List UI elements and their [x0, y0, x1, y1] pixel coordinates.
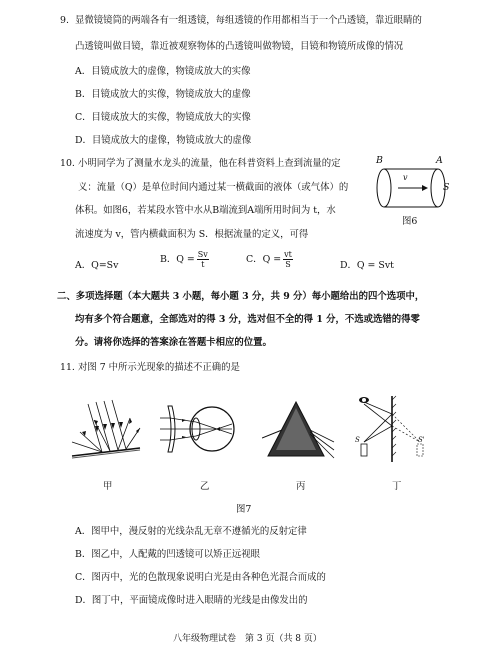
q10-option-c-prefix: C． — [246, 254, 263, 265]
fig7-prism-dispersion — [262, 398, 336, 460]
fig6-label-v: v — [403, 173, 408, 182]
q10-option-c-lhs: Q = — [262, 254, 282, 265]
q11-text: 对图 7 中所示光现象的描述不正确的是 — [78, 362, 240, 373]
fig7-label-s: S — [355, 436, 360, 444]
fig6-label-a: A — [436, 155, 443, 166]
section2-line2: 均有多个符合题意，全部选对的得 3 分，选对但不全的得 1 分，不选或选错的得零 — [75, 314, 420, 325]
q10-option-c-numerator: vt — [284, 250, 292, 259]
fig6-pipe-diagram — [372, 166, 452, 214]
q11-number: 11. — [60, 362, 75, 373]
fig7-eye-lens — [160, 398, 238, 460]
q10-option-b-lhs: Q = — [176, 254, 195, 265]
q10-text-line3: 体积。如图6，若某段水管中水从B端流到A端所用时间为 t，水 — [75, 205, 336, 216]
q10-option-b-fraction — [197, 250, 209, 269]
fig6-label-s: S — [443, 182, 450, 193]
fig7-label-yi: 乙 — [200, 481, 210, 492]
q9-option-b: B．目镜成放大的实像，物镜成放大的虚像 — [75, 89, 251, 100]
q11-option-d: D．图丁中，平面镜成像时进入眼睛的光线是由像发出的 — [75, 595, 308, 606]
section2-heading: 二、多项选择题（本大题共 3 小题，每小题 3 分，共 9 分）每小题给出的四个选项中， — [57, 291, 425, 302]
q11-option-c: C．图丙中，光的色散现象说明白光是由各种色光混合而成的 — [75, 572, 326, 583]
fig7-caption: 图7 — [236, 504, 252, 515]
q9-option-a: A．目镜成放大的虚像，物镜成放大的实像 — [75, 66, 251, 77]
q9-text-line2: 凸透镜叫做目镜，靠近被观察物体的凸透镜叫做物镜，目镜和物镜所成像的情况 — [75, 41, 404, 52]
q10-option-c-fraction — [283, 250, 293, 269]
q10-text-line1: 小明同学为了测量水龙头的流量，他在科普资料上查到流量的定 — [78, 158, 341, 169]
fig7-label-s-prime: S' — [418, 436, 425, 444]
q10-option-c — [246, 250, 293, 269]
q10-number: 10. — [60, 158, 75, 169]
q9-option-d: D．目镜成放大的虚像，物镜成放大的虚像 — [75, 135, 252, 146]
q10-text-line2: 义：流量（Q）是单位时间内通过某一横截面的液体（或气体）的 — [78, 182, 349, 193]
q10-option-b-denominator: t — [201, 260, 205, 269]
fig7-label-ding: 丁 — [392, 481, 402, 492]
q10-option-b-numerator: Sv — [197, 250, 208, 259]
fig7-diffuse-reflection — [70, 398, 142, 460]
q11-option-a: A．图甲中，漫反射的光线杂乱无章不遵循光的反射定律 — [75, 526, 307, 537]
fig7-plane-mirror — [352, 392, 432, 464]
q10-option-b-prefix: B． — [160, 254, 177, 265]
q9-text-line1: 显微镜镜筒的两端各有一组透镜，每组透镜的作用都相当于一个凸透镜，靠近眼睛的 — [75, 15, 422, 26]
q9-option-c: C．目镜成放大的实像，物镜成放大的实像 — [75, 112, 251, 123]
q9-number: 9. — [60, 15, 69, 26]
page-footer: 八年级物理试卷 第 3 页（共 8 页） — [173, 634, 322, 644]
fig6-caption: 图6 — [402, 216, 418, 227]
q11-option-b: B．图乙中，人配戴的凹透镜可以矫正远视眼 — [75, 549, 261, 560]
q10-option-c-denominator: S — [285, 260, 291, 269]
q10-option-a: A．Q=Sv — [75, 260, 119, 271]
fig6-label-b: B — [376, 155, 383, 166]
fig7-label-bing: 丙 — [296, 481, 306, 492]
q10-option-d: D．Q = Svt — [340, 260, 394, 271]
q10-text-line4: 流速度为 v，管内横截面积为 S．根据流量的定义，可得 — [75, 229, 309, 240]
q10-option-b — [160, 250, 209, 269]
section2-line3: 分。请将你选择的答案涂在答题卡相应的位置。 — [75, 337, 272, 348]
fig7-label-jia: 甲 — [103, 481, 113, 492]
